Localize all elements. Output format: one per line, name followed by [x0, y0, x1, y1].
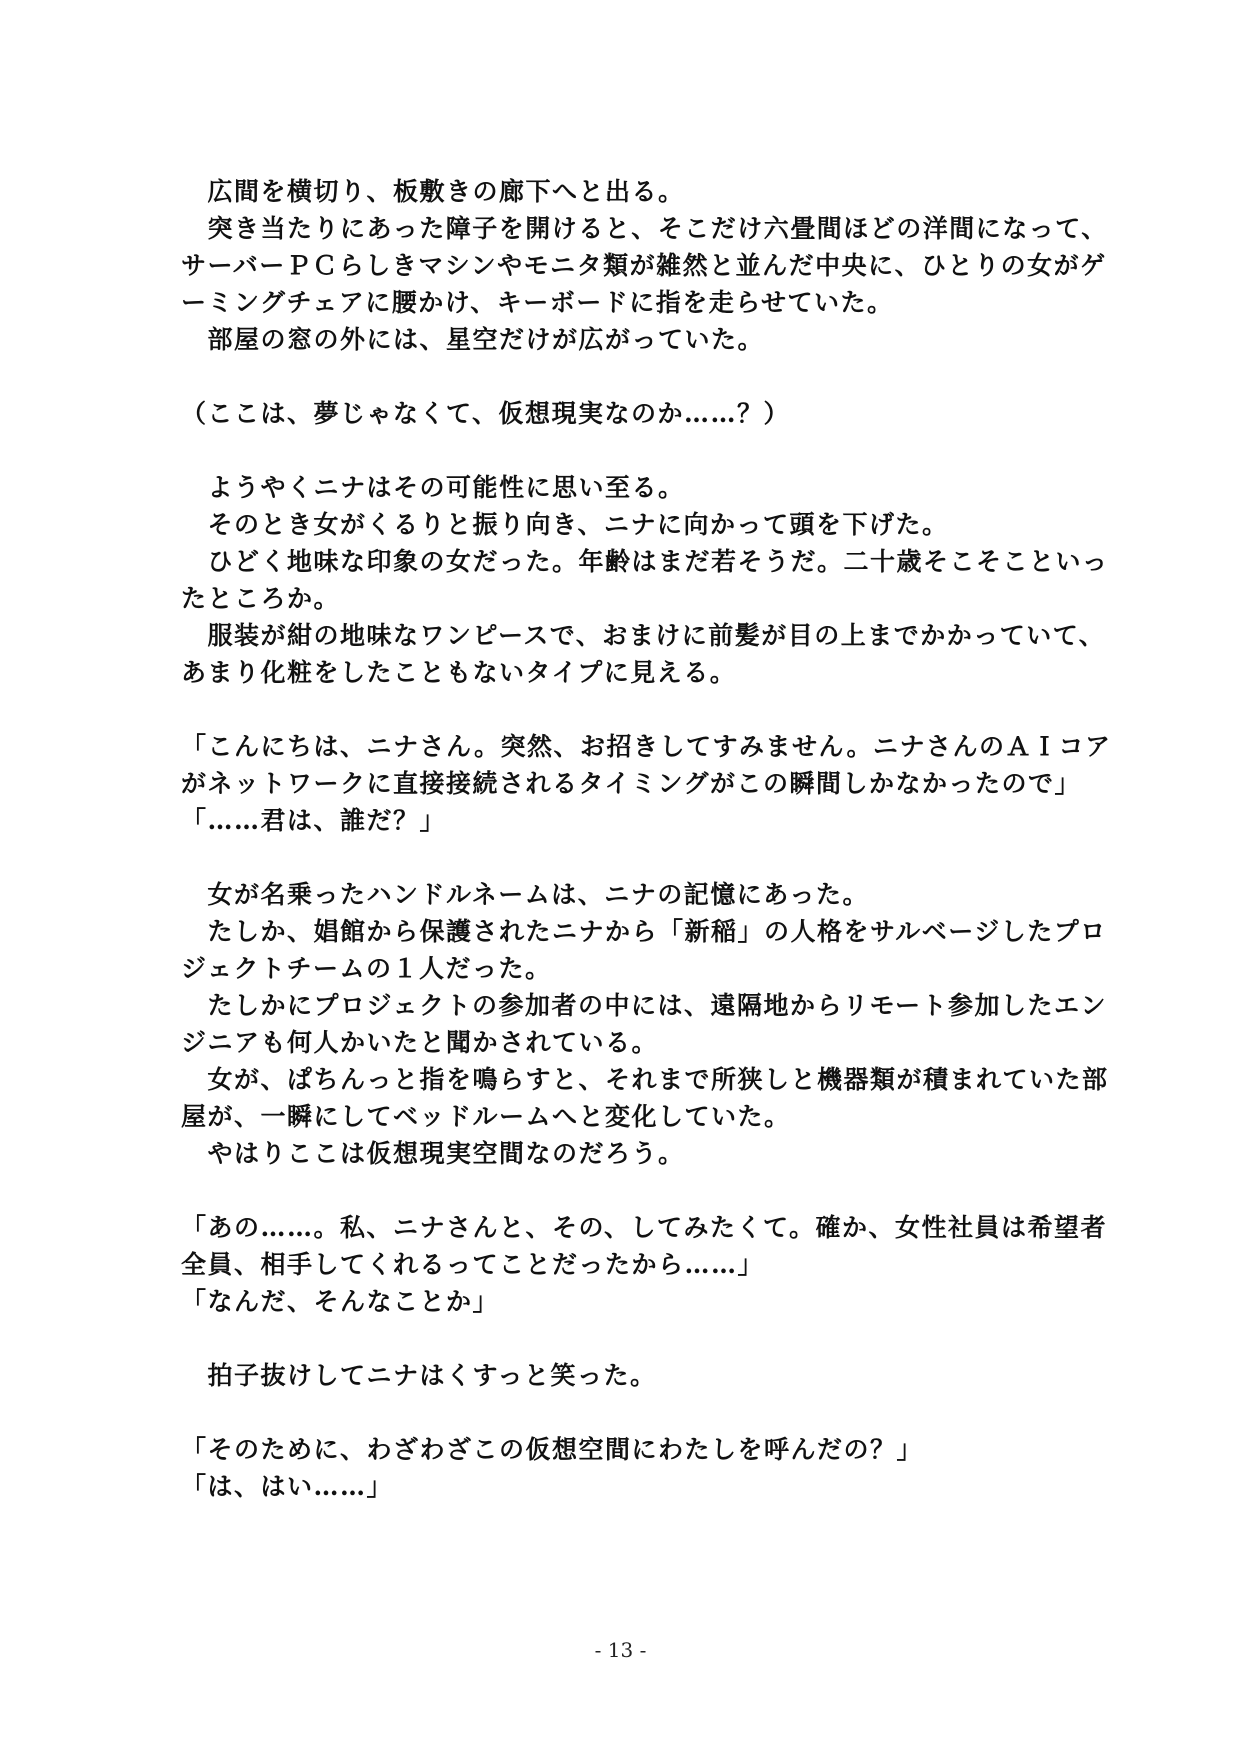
text-line: たところか。	[181, 584, 341, 613]
blank-line	[181, 432, 1071, 469]
text-line: 「……君は、誰だ？」	[181, 806, 447, 835]
text-line: がネットワークに直接接続されるタイミングがこの瞬間しかなかったので」	[181, 769, 1082, 798]
text-line: サーバーＰＣらしきマシンやモニタ類が雑然と並んだ中央に、ひとりの女がゲ	[181, 251, 1107, 280]
body-text	[181, 173, 1112, 1505]
text-line: （ここは、夢じゃなくて、仮想現実なのか……？）	[181, 399, 791, 428]
text-line: 部屋の窓の外には、星空だけが広がっていた。	[181, 325, 765, 354]
text-line: 女が名乗ったハンドルネームは、ニナの記憶にあった。	[181, 880, 870, 909]
text-line: 広間を横切り、板敷きの廊下へと出る。	[181, 177, 685, 206]
page-number: - 13 -	[594, 1638, 647, 1662]
text-line: ジニアも何人かいたと聞かされている。	[181, 1028, 659, 1057]
blank-line	[181, 839, 1071, 876]
text-line: 「こんにちは、ニナさん。突然、お招きしてすみません。ニナさんのＡＩコア	[181, 732, 1112, 761]
text-line: 「は、はい……」	[181, 1472, 394, 1501]
text-line: あまり化粧をしたこともないタイプに見える。	[181, 658, 737, 687]
text-line: そのとき女がくるりと振り向き、ニナに向かって頭を下げた。	[181, 510, 949, 539]
text-line: 突き当たりにあった障子を開けると、そこだけ六畳間ほどの洋間になって、	[181, 214, 1108, 243]
text-line: 「そのために、わざわざこの仮想空間にわたしを呼んだの？」	[181, 1435, 924, 1464]
text-line: ーミングチェアに腰かけ、キーボードに指を走らせていた。	[181, 288, 894, 317]
text-line: やはりここは仮想現実空間なのだろう。	[181, 1139, 685, 1168]
text-line: ジェクトチームの１人だった。	[181, 954, 552, 983]
text-line: ひどく地味な印象の女だった。年齢はまだ若そうだ。二十歳そこそこといっ	[181, 547, 1109, 576]
text-line: たしか、娼館から保護されたニナから「新稲」の人格をサルベージしたプロ	[181, 917, 1107, 946]
text-line: ようやくニナはその可能性に思い至る。	[181, 473, 685, 502]
text-line: 拍子抜けしてニナはくすっと笑った。	[181, 1361, 657, 1390]
blank-line	[181, 1172, 1071, 1209]
text-line: たしかにプロジェクトの参加者の中には、遠隔地からリモート参加したエン	[181, 991, 1108, 1020]
blank-line	[181, 691, 1071, 728]
blank-line	[181, 1320, 1071, 1357]
blank-line	[181, 358, 1071, 395]
text-line: 屋が、一瞬にしてベッドルームへと変化していた。	[181, 1102, 791, 1131]
text-line: 「なんだ、そんなことか」	[181, 1287, 500, 1316]
blank-line	[181, 1394, 1071, 1431]
text-line: 服装が紺の地味なワンピースで、おまけに前髪が目の上までかかっていて、	[181, 621, 1106, 650]
text-line: 女が、ぱちんっと指を鳴らすと、それまで所狭しと機器類が積まれていた部	[181, 1065, 1109, 1094]
text-line: 全員、相手してくれるってことだったから……」	[181, 1250, 765, 1279]
text-line: 「あの……。私、ニナさんと、その、してみたくて。確か、女性社員は希望者	[181, 1213, 1108, 1242]
